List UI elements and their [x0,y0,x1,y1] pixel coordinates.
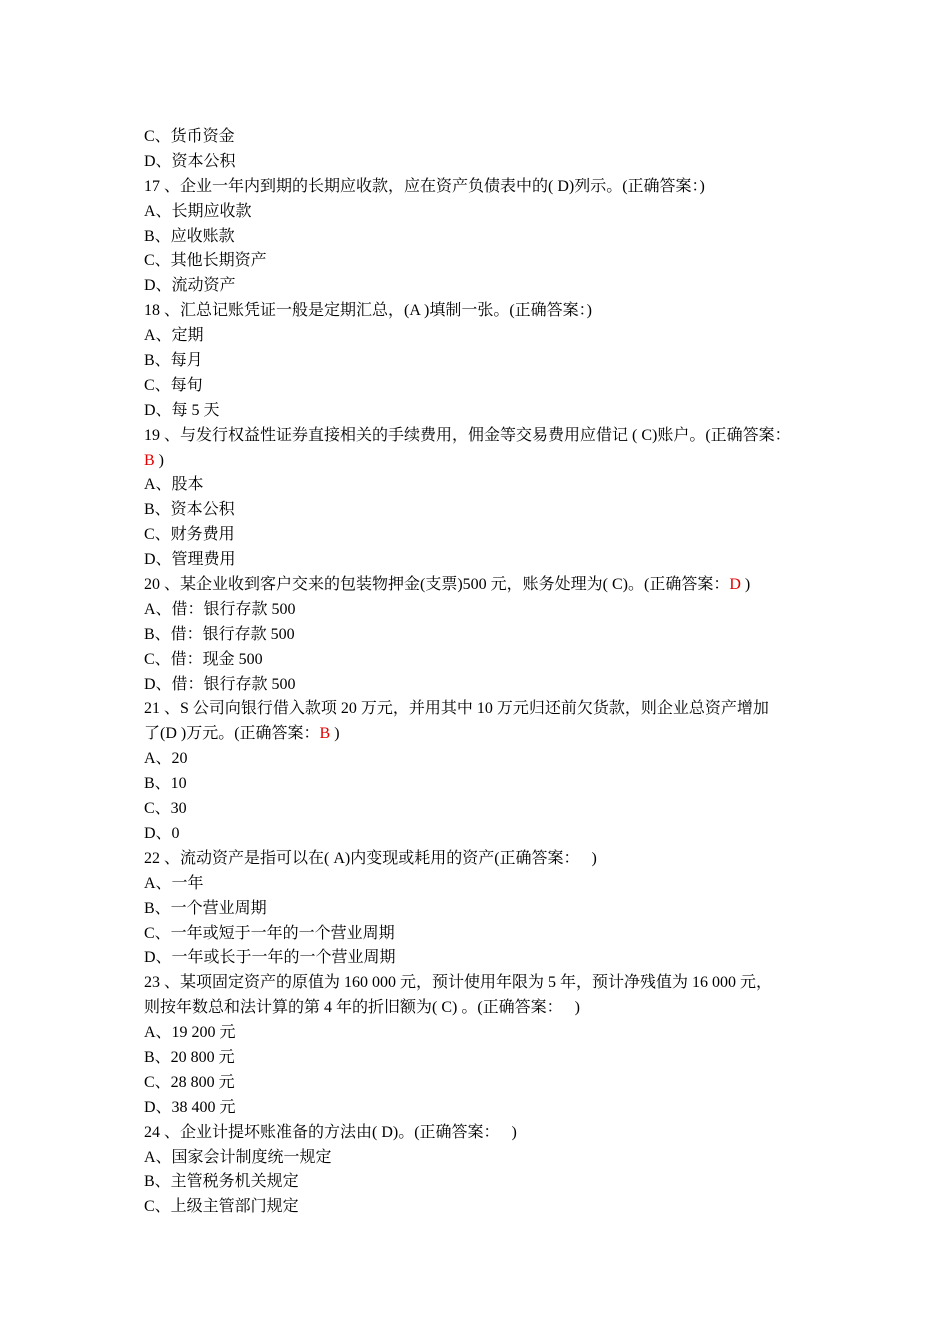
answer-option: D、38 400 元 [144,1098,236,1116]
answer-option: B、一个营业周期 [144,899,267,917]
answer-option: B、借：银行存款 500 [144,625,295,643]
answer-option: C、上级主管部门规定 [144,1198,299,1216]
question-tail: ) [154,451,164,469]
answer-option: B、主管税务机关规定 [144,1173,299,1191]
question-text-continued [144,449,820,474]
answer-option: D、0 [144,824,180,842]
answer-option: D、一年或长于一年的一个营业周期 [144,949,396,967]
correct-answer: D [729,576,741,594]
answer-option: C、其他长期资产 [144,252,267,270]
answer-option: A、一年 [144,874,204,892]
question-text: 21 、S 公司向银行借入款项 20 万元，并用其中 10 万元归还前欠货款，则企业总资产增加 [144,700,769,718]
answer-option: C、30 [144,800,187,818]
question-text: 18 、汇总记账凭证一般是定期汇总，(A )填制一张。(正确答案：) [144,302,592,320]
answer-option: C、一年或短于一年的一个营业周期 [144,924,395,942]
answer-option: A、长期应收款 [144,202,252,220]
question-text: 23 、某项固定资产的原值为 160 000 元，预计使用年限为 5 年，预计净残值为 16 000 元， [144,974,773,992]
answer-option: D、流动资产 [144,277,236,295]
question-tail: ) [740,576,751,594]
question-text: 19 、与发行权益性证券直接相关的手续费用，佣金等交易费用应借记 ( C)账户。(正确答案： [144,426,791,444]
answer-option: C、每旬 [144,376,203,394]
question-text: 22 、流动资产是指可以在( A)内变现或耗用的资产(正确答案： ) [144,849,597,867]
answer-option: A、借：银行存款 500 [144,600,296,618]
answer-option: C、财务费用 [144,526,235,544]
question-prefix: 20 、某企业收到客户交来的包装物押金(支票)500 元，账务处理为( C)。(正确答案： [144,576,730,594]
answer-option: A、股本 [144,476,204,494]
answer-option: D、管理费用 [144,551,236,569]
correct-answer: B [144,451,155,469]
answer-option: A、20 [144,750,188,768]
answer-option: D、每 5 天 [144,401,220,419]
answer-option: B、资本公积 [144,501,235,519]
question-text-continued: 则按年数总和法计算的第 4 年的折旧额为( C) 。(正确答案： ) [144,999,580,1017]
answer-option: B、每月 [144,352,203,370]
question-text [144,573,820,598]
question-text: 17 、企业一年内到期的长期应收款，应在资产负债表中的( D)列示。(正确答案：) [144,177,705,195]
answer-option: B、应收账款 [144,227,235,245]
answer-option: B、20 800 元 [144,1048,235,1066]
question-tail: ) [330,725,340,743]
answer-option: A、定期 [144,327,204,345]
answer-option: C、借：现金 500 [144,650,263,668]
answer-option: D、资本公积 [144,152,236,170]
question-text-continued [144,722,820,747]
correct-answer: B [319,725,331,743]
answer-option: C、货币资金 [144,128,235,145]
question-text: 24 、企业计提坏账准备的方法由( D)。(正确答案： ) [144,1123,517,1141]
answer-option: D、借：银行存款 500 [144,675,296,693]
answer-option: A、19 200 元 [144,1024,236,1042]
document-body [144,125,820,1220]
answer-option: C、28 800 元 [144,1073,235,1091]
answer-option: B、10 [144,775,187,793]
answer-option: A、国家会计制度统一规定 [144,1148,332,1166]
question-prefix: 了(D )万元。(正确答案： [144,725,320,743]
